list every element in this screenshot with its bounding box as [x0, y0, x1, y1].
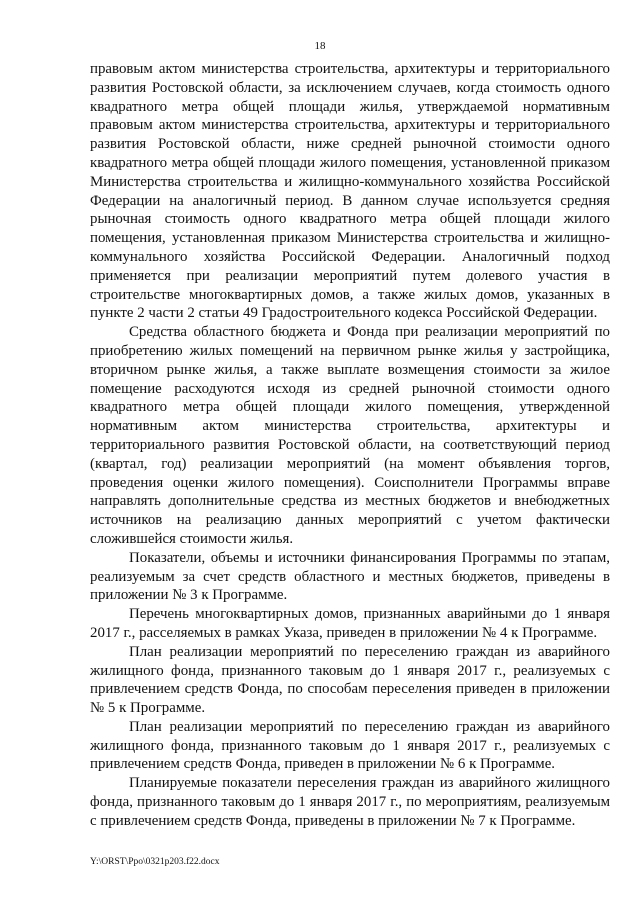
document-body	[90, 60, 610, 831]
paragraph-continuation: правовым актом министерства строительства, архитектуры и территориального развития Ростовской области, за исключением случаев, когда стоимость одного квадратного метра общей площади жилья, утверждаемой нормативным правовым актом министерства строительства, архитектуры и территориального развития Ростовской области, ниже средней рыночной стоимости одного квадратного метра общей площади жилого помещения, установленной приказом Министерства строительства и жилищно-коммунального хозяйства Российской Федерации на аналогичный период. В данном случае используется средняя рыночная стоимость одного квадратного метра общей площади жилого помещения, установленная приказом Министерства строительства и жилищно-коммунального хозяйства Российской Федерации. Аналогичный подход применяется при реализации мероприятий путем долевого участия в строительстве многоквартирных домов, а также жилых домов, указанных в пункте 2 части 2 статьи 49 Градостроительного кодекса Российской Федерации.	[90, 61, 610, 322]
footer-file-path: Y:\ORST\Ppo\0321p203.f22.docx	[90, 857, 220, 867]
paragraph-appendix-6: План реализации мероприятий по переселению граждан из аварийного жилищного фонда, признанного таковым до 1 января 2017 г., реализуемых с привлечением средств Фонда, приведен в приложении № 6 к Программе.	[90, 718, 610, 773]
paragraph-appendix-5: План реализации мероприятий по переселению граждан из аварийного жилищного фонда, признанного таковым до 1 января 2017 г., реализуемых с привлечением средств Фонда, по способам переселения приведен в приложении № 5 к Программе.	[90, 643, 610, 717]
paragraph-funding-costs: Средства областного бюджета и Фонда при реализации мероприятий по приобретению жилых помещений на первичном рынке жилья у застройщика, вторичном рынке жилья, а также выплате возмещения стоимости за жилое помещение расходуются исходя из средней рыночной стоимости одного квадратного метра общей площади жилого помещения, утвержденной нормативным актом министерства строительства, архитектуры и территориального развития Ростовской области, на соответствующий период (квартал, год) реализации мероприятий (на момент объявления торгов, проведения оценки жилого помещения). Соисполнители Программы вправе направлять дополнительные средства из местных бюджетов и внебюджетных источников на реализацию данных мероприятий с учетом фактически сложившейся стоимости жилья.	[90, 324, 610, 547]
paragraph-appendix-4: Перечень многоквартирных домов, признанных аварийными до 1 января 2017 г., расселяемых в рамках Указа, приведен в приложении № 4 к Программе.	[90, 606, 610, 641]
page-number: 18	[314, 40, 326, 52]
paragraph-appendix-3: Показатели, объемы и источники финансирования Программы по этапам, реализуемым за счет средств областного и местных бюджетов, приведены в приложении № 3 к Программе.	[90, 549, 610, 604]
paragraph-appendix-7: Планируемые показатели переселения граждан из аварийного жилищного фонда, признанного таковым до 1 января 2017 г., по мероприятиям, реализуемым с привлечением средств Фонда, приведены в приложении № 7 к Программе.	[90, 775, 610, 829]
